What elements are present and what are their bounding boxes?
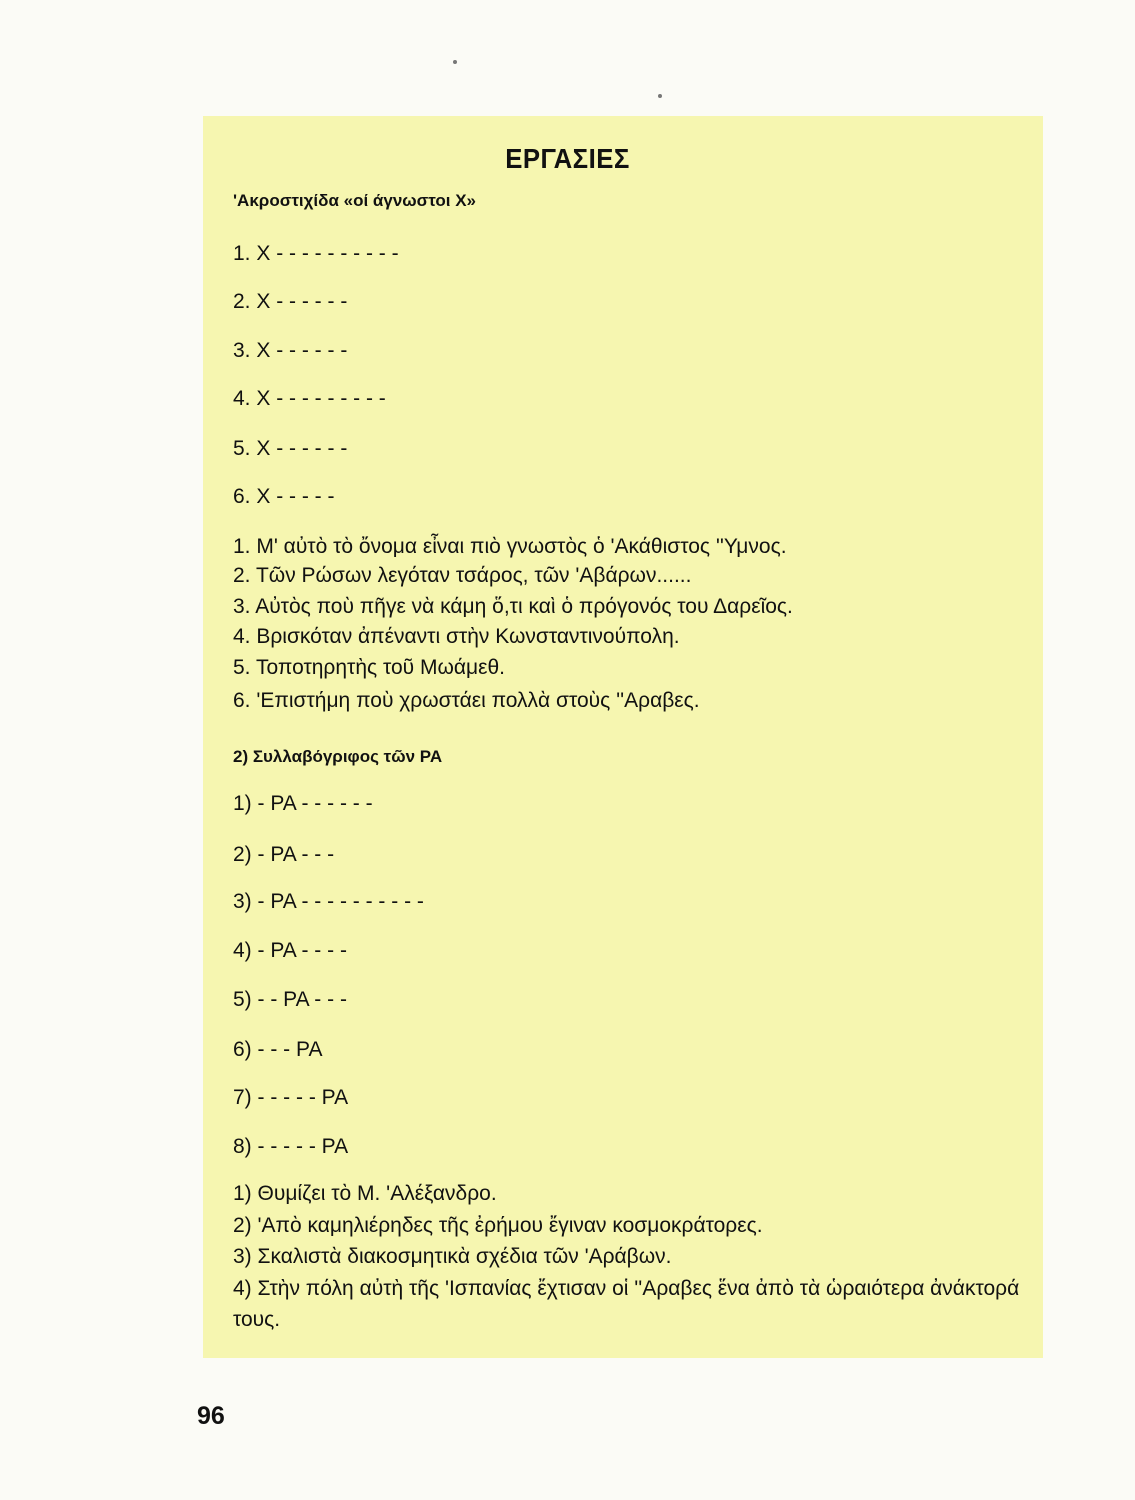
- syllable-clue: 2) 'Απὸ καμηλιέρηδες τῆς ἐρήμου ἔγιναν κοσμοκράτορες.: [233, 1214, 763, 1237]
- speck-mark: [453, 60, 457, 64]
- acrostic-clue: 2. Τῶν Ρώσων λεγόταν τσάρος, τῶν 'Αβάρων......: [233, 564, 692, 587]
- syllable-line: 2) - ΡΑ - - -: [233, 843, 335, 866]
- acrostic-line: 2. Χ - - - - - -: [233, 290, 348, 313]
- syllable-line: 8) - - - - - ΡΑ: [233, 1135, 349, 1158]
- acrostic-line: 5. Χ - - - - - -: [233, 437, 348, 460]
- syllable-line: 6) - - - ΡΑ: [233, 1038, 323, 1061]
- syllable-puzzle-heading: 2) Συλλαβόγριφος τῶν ΡΑ: [233, 747, 443, 766]
- syllable-line: 3) - ΡΑ - - - - - - - - - -: [233, 890, 424, 913]
- syllable-clue: 1) Θυμίζει τὸ Μ. 'Αλέξανδρο.: [233, 1182, 497, 1205]
- syllable-line: 1) - ΡΑ - - - - - -: [233, 792, 373, 815]
- syllable-line: 4) - ΡΑ - - - -: [233, 939, 347, 962]
- syllable-clue: 3) Σκαλιστὰ διακοσμητικὰ σχέδια τῶν 'Αράβων.: [233, 1245, 672, 1268]
- acrostic-heading: 'Ακροστιχίδα «οί άγνωστοι Χ»: [233, 191, 477, 210]
- acrostic-clue: 3. Αὐτὸς ποὺ πῆγε νὰ κάμη ὅ,τι καὶ ὁ πρόγονός του Δαρεῖος.: [233, 595, 793, 618]
- syllable-line: 5) - - ΡΑ - - -: [233, 988, 347, 1011]
- page-title: ΕΡΓΑΣΙΕΣ: [505, 143, 630, 174]
- speck-mark: [658, 94, 662, 98]
- page-number: 96: [197, 1402, 225, 1430]
- acrostic-clue: 4. Βρισκόταν ἀπέναντι στὴν Κωνσταντινούπολη.: [233, 625, 680, 648]
- acrostic-line: 4. Χ - - - - - - - - -: [233, 387, 386, 410]
- syllable-clue: 4) Στὴν πόλη αὐτὴ τῆς 'Ισπανίας ἔχτισαν οἱ ''Αραβες ἕνα ἀπὸ τὰ ὡραιότερα ἀνάκτορά τους.: [233, 1277, 1020, 1331]
- acrostic-clue: 1. Μ' αὐτὸ τὸ ὄνομα εἶναι πιὸ γνωστὸς ὁ 'Ακάθιστος ''Υμνος.: [233, 535, 787, 558]
- acrostic-line: 6. Χ - - - - -: [233, 485, 335, 508]
- acrostic-line: 3. Χ - - - - - -: [233, 339, 348, 362]
- syllable-line: 7) - - - - - ΡΑ: [233, 1086, 349, 1109]
- acrostic-line: 1. Χ - - - - - - - - - -: [233, 242, 399, 265]
- acrostic-clue: 5. Τοποτηρητὴς τοῦ Μωάμεθ.: [233, 656, 505, 679]
- acrostic-clue: 6. 'Επιστήμη ποὺ χρωστάει πολλὰ στοὺς ''Αραβες.: [233, 689, 700, 712]
